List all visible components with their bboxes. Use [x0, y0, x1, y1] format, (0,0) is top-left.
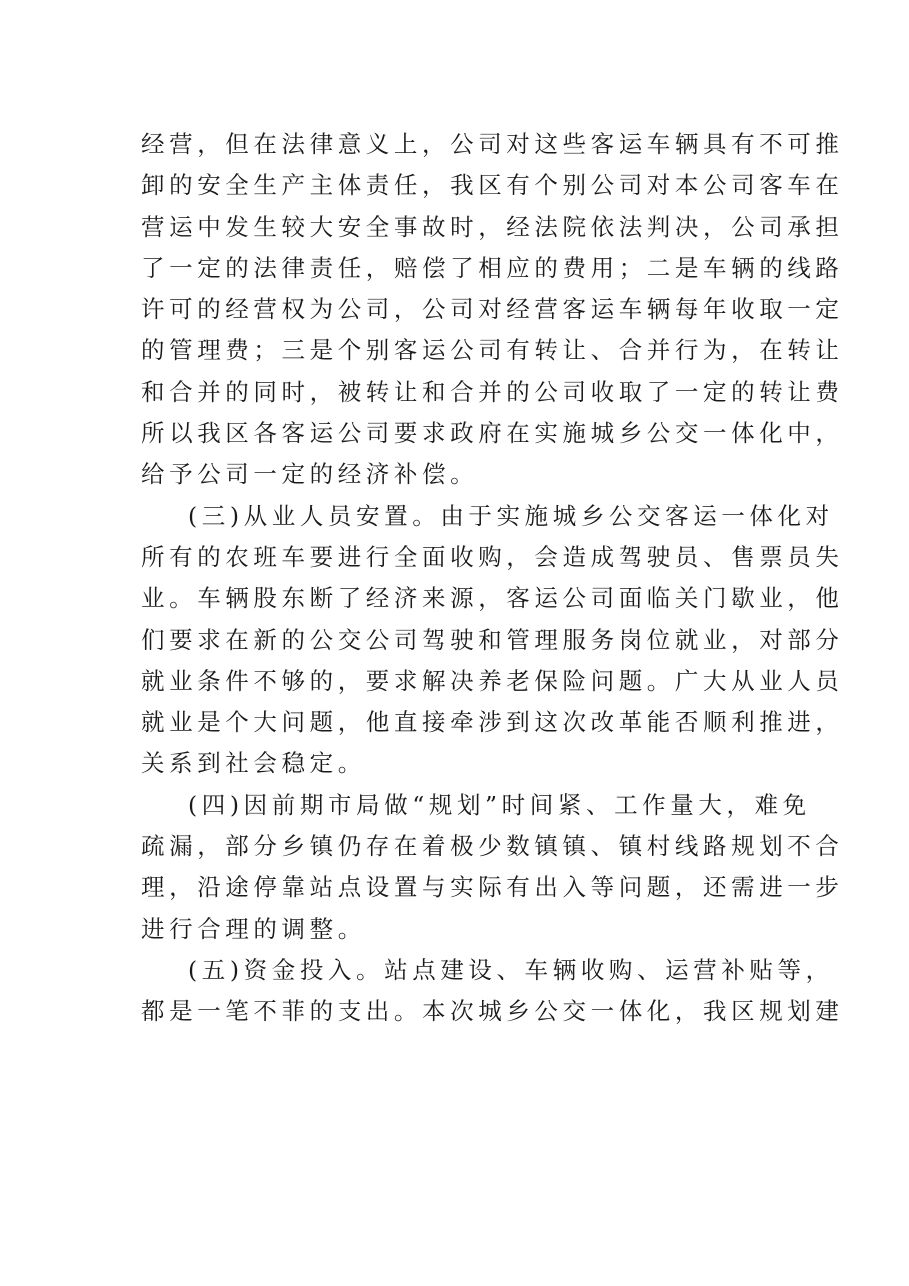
text-line: 业。车辆股东断了经济来源，客运公司面临关门歇业，他	[141, 584, 844, 613]
text-line: 关系到社会稳定。	[141, 749, 366, 778]
text-line: 进行合理的调整。	[141, 914, 366, 943]
text-line: 所有的农班车要进行全面收购，会造成驾驶员、售票员失	[141, 542, 844, 571]
text-line: 理，沿途停靠站点设置与实际有出入等问题，还需进一步	[141, 873, 844, 902]
text-line: 营运中发生较大安全事故时，经法院依法判决，公司承担	[141, 212, 844, 241]
text-line: 疏漏，部分乡镇仍存在着极少数镇镇、镇村线路规划不合	[141, 832, 844, 861]
text-line: 们要求在新的公交公司驾驶和管理服务岗位就业，对部分	[141, 625, 844, 654]
text-line: 就业条件不够的，要求解决养老保险问题。广大从业人员	[141, 666, 844, 695]
text-line: 许可的经营权为公司，公司对经营客运车辆每年收取一定	[141, 295, 844, 324]
text-line: 都是一笔不菲的支出。本次城乡公交一体化，我区规划建	[141, 997, 844, 1026]
text-line: 了一定的法律责任，赔偿了相应的费用；二是车辆的线路	[141, 253, 844, 282]
text-line: 卸的安全生产主体责任，我区有个别公司对本公司客车在	[141, 171, 844, 200]
paragraph-first-line: (四)因前期市局做“规划”时间紧、工作量大，难免	[188, 790, 811, 819]
text-line: 所以我区各客运公司要求政府在实施城乡公交一体化中，	[141, 419, 844, 448]
body-text	[141, 124, 844, 1033]
paragraph-first-line: (五)资金投入。站点建设、车辆收购、运营补贴等，	[188, 955, 834, 984]
text-line: 给予公司一定的经济补偿。	[141, 460, 479, 489]
text-line: 经营，但在法律意义上，公司对这些客运车辆具有不可推	[141, 130, 844, 158]
text-line: 就业是个大问题，他直接牵涉到这次改革能否顺利推进，	[141, 708, 844, 737]
text-line: 和合并的同时，被转让和合并的公司收取了一定的转让费	[141, 377, 844, 406]
paragraph-first-line: (三)从业人员安置。由于实施城乡公交客运一体化对	[188, 501, 834, 530]
text-line: 的管理费；三是个别客运公司有转让、合并行为，在转让	[141, 336, 844, 365]
